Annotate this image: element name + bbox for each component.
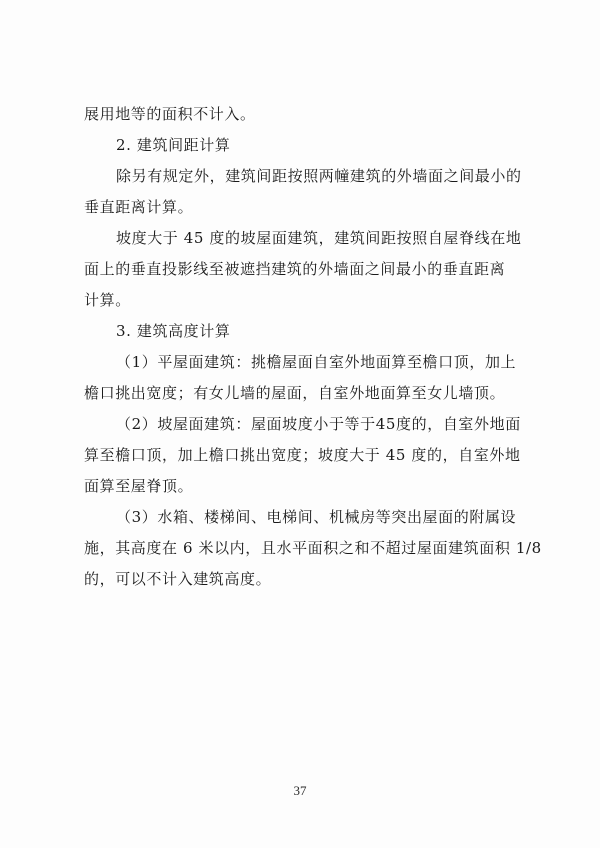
document-body: [84, 104, 542, 600]
text-line: 算至檐口顶，加上檐口挑出宽度；坡度大于 45 度的，自室外地: [84, 446, 521, 464]
text-line: 施，其高度在 6 米以内，且水平面积之和不超过屋面建筑面积 1/8: [84, 539, 542, 557]
text-line: 展用地等的面积不计入。: [84, 105, 256, 123]
text-line: 计算。: [84, 291, 131, 309]
section-heading: 2. 建筑间距计算: [116, 136, 231, 154]
text-line: 面上的垂直投影线至被遮挡建筑的外墙面之间最小的垂直距离: [84, 260, 506, 278]
text-line: （2）坡屋面建筑：屋面坡度小于等于45度的，自室外地面: [116, 415, 521, 433]
text-line: 坡度大于 45 度的坡屋面建筑，建筑间距按照自屋脊线在地: [116, 229, 522, 247]
text-line: 垂直距离计算。: [84, 198, 194, 216]
section-heading: 3. 建筑高度计算: [116, 322, 231, 340]
text-line: （1）平屋面建筑：挑檐屋面自室外地面算至檐口顶，加上: [116, 353, 517, 371]
text-line: 檐口挑出宽度；有女儿墙的屋面，自室外地面算至女儿墙顶。: [84, 384, 506, 402]
text-line: （3）水箱、楼梯间、电梯间、机械房等突出屋面的附属设: [116, 508, 517, 526]
text-line: 的，可以不计入建筑高度。: [84, 570, 272, 588]
text-line: 面算至屋脊顶。: [84, 477, 194, 495]
page-number: 37: [293, 783, 307, 798]
text-line: 除另有规定外，建筑间距按照两幢建筑的外墙面之间最小的: [116, 167, 522, 185]
